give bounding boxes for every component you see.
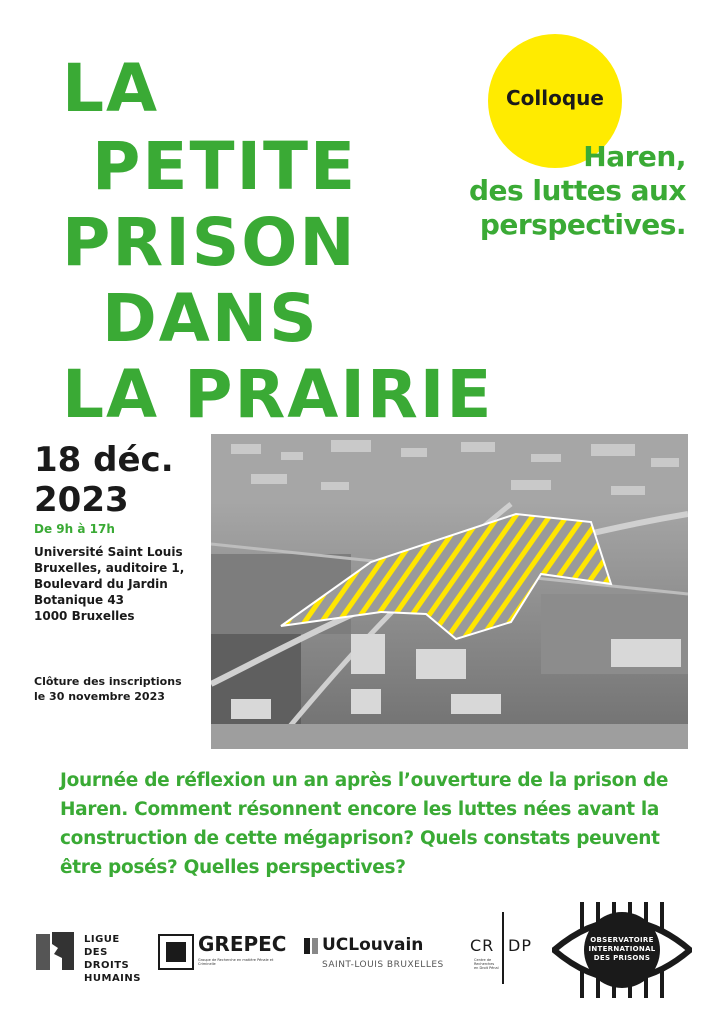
subtitle-line-2: des luttes aux [468,174,686,207]
ldh-line: HUMAINS [84,973,141,984]
event-date-year: 2023 [34,480,129,520]
crdp-sub-line: Recherches [474,962,495,966]
event-date [34,440,174,520]
aerial-photo-illustration [211,434,688,749]
logo-ligue-des-droits-humains [34,928,141,984]
title-line-1: LA [62,50,160,127]
ldh-icon [34,928,78,974]
event-address [34,544,184,624]
crdp-sub [474,958,499,970]
event-description: Journée de réflexion un an après l’ouverture de la prison de Haren. Comment résonnent encore les luttes nées avant la construction de cette mégaprison? Quels constats peuvent être posés? Quelles perspectives? [60,770,669,878]
oip-text [552,936,692,963]
address-line: Université Saint Louis [34,545,183,559]
crdp-divider [502,912,504,984]
address-line: Botanique 43 [34,593,125,607]
subtitle-line-1: Haren, [583,140,686,173]
grepec-sub: Groupe de Recherche en matière Pénale et Criminelle [198,958,274,966]
crdp-sub-line: en Droit Pénal [474,966,499,970]
subtitle-line-3: perspectives. [479,208,686,241]
address-line: Boulevard du Jardin [34,577,168,591]
crdp-right: DP [508,936,532,955]
logo-grepec [158,932,287,972]
event-date-day: 18 déc. [34,440,174,480]
title-line-2: PETITE [92,128,358,205]
grepec-name: GREPEC [198,932,287,956]
oip-line: DES PRISONS [593,954,651,962]
crdp-left: CR [470,936,495,955]
address-line: 1000 Bruxelles [34,609,135,623]
colloque-label: Colloque [506,86,604,110]
ldh-line: LIGUE [84,934,120,945]
crdp-sub-line: Centre de [474,958,492,962]
grepec-icon [158,934,194,970]
title-line-4: DANS [102,280,319,357]
logo-observatoire-international-des-prisons [552,900,692,1000]
address-line: Bruxelles, auditoire 1, [34,561,185,575]
oip-line: OBSERVATOIRE [590,936,654,944]
logo-uclouvain [304,936,444,972]
uclouvain-sub: SAINT-LOUIS BRUXELLES [322,960,444,970]
closing-line: le 30 novembre 2023 [34,690,165,703]
title-line-3: PRISON [62,204,357,281]
logo-crdp [470,912,540,984]
event-hours: De 9h à 17h [34,522,115,536]
title-line-5: LA PRAIRIE [62,356,494,433]
aerial-photo [211,434,688,749]
closing-line: Clôture des inscriptions [34,675,182,688]
ldh-line: DES DROITS [84,947,130,971]
oip-line: INTERNATIONAL [588,945,656,953]
uclouvain-icon [304,938,318,954]
registration-closing [34,674,182,704]
subtitle [469,140,686,242]
uclouvain-name: UCLouvain [322,935,424,955]
